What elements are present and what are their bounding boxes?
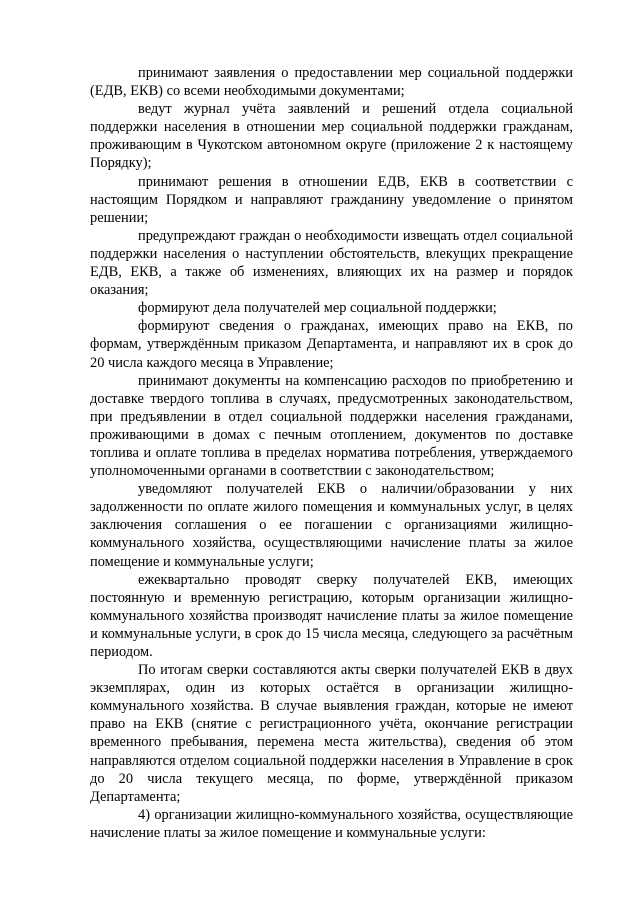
paragraph-make-decisions: принимают решения в отношении ЕДВ, ЕКВ в соответствии с настоящим Порядком и направляют гражданину уведомление о принятом решении; [90, 173, 573, 226]
paragraph-warn-citizens: предупреждают граждан о необходимости извещать отдел социальной поддержки населения о наступлении обстоятельств, влекущих прекращение ЕДВ, ЕКВ, а также об изменениях, влияющих их на размер и порядок оказания; [90, 227, 573, 299]
paragraph-accept-applications: принимают заявления о предоставлении мер социальной поддержки (ЕДВ, ЕКВ) со всеми необходимыми документами; [90, 65, 573, 100]
paragraph-notify-debt: уведомляют получателей ЕКВ о наличии/образовании у них задолженности по оплате жилого помещения и коммунальных услуг, в целях заключения соглашения о ее погашении с организациями жилищно-коммунального хозяйства, осуществляющими начисление платы за жилое помещение и коммунальные услуги; [90, 481, 573, 570]
paragraph-reconciliation-acts: По итогам сверки составляются акты сверки получателей ЕКВ в двух экземплярах, один из которых остаётся в организации жилищно-коммунального хозяйства. В случае выявления граждан, которые не имеют право на ЕКВ (снятие с регистрационного учёта, окончание регистрации временного пребывания, перемена места жительства), сведения об этом направляются отделом социальной поддержки населения в Управление в срок до 20 числа текущего месяца, по форме, утверждённой приказом Департамента; [90, 662, 573, 805]
paragraph-quarterly-reconciliation: ежеквартально проводят сверку получателей ЕКВ, имеющих постоянную и временную регистрацию, которым организации жилищно-коммунального хозяйства производят начисление платы за жилое помещение и коммунальные услуги, в срок до 15 числа месяца, следующего за расчётным периодом. [90, 571, 573, 660]
document-body [90, 64, 573, 842]
paragraph-keep-journal: ведут журнал учёта заявлений и решений отдела социальной поддержки населения в отношении мер социальной поддержки гражданам, проживающим в Чукотском автономном округе (приложение 2 к настоящему Порядку); [90, 101, 573, 172]
paragraph-form-information: формируют сведения о гражданах, имеющих право на ЕКВ, по формам, утверждённым приказом Департамента, и направляют их в срок до 20 числа каждого месяца в Управление; [90, 318, 573, 371]
paragraph-fuel-compensation: принимают документы на компенсацию расходов по приобретению и доставке твердого топлива в случаях, предусмотренных законодательством, при предъявлении в отдел социальной поддержки населения гражданами, проживающими в домах с печным отоплением, документов по доставке топлива и оплате топлива в пределах норматива потребления, утверждаемого уполномоченными органами в соответствии с законодательством; [90, 372, 573, 480]
paragraph-form-files: формируют дела получателей мер социальной поддержки; [138, 300, 497, 317]
paragraph-item-4: 4) организации жилищно-коммунального хозяйства, осуществляющие начисление платы за жилое помещение и коммунальные услуги: [90, 806, 573, 841]
